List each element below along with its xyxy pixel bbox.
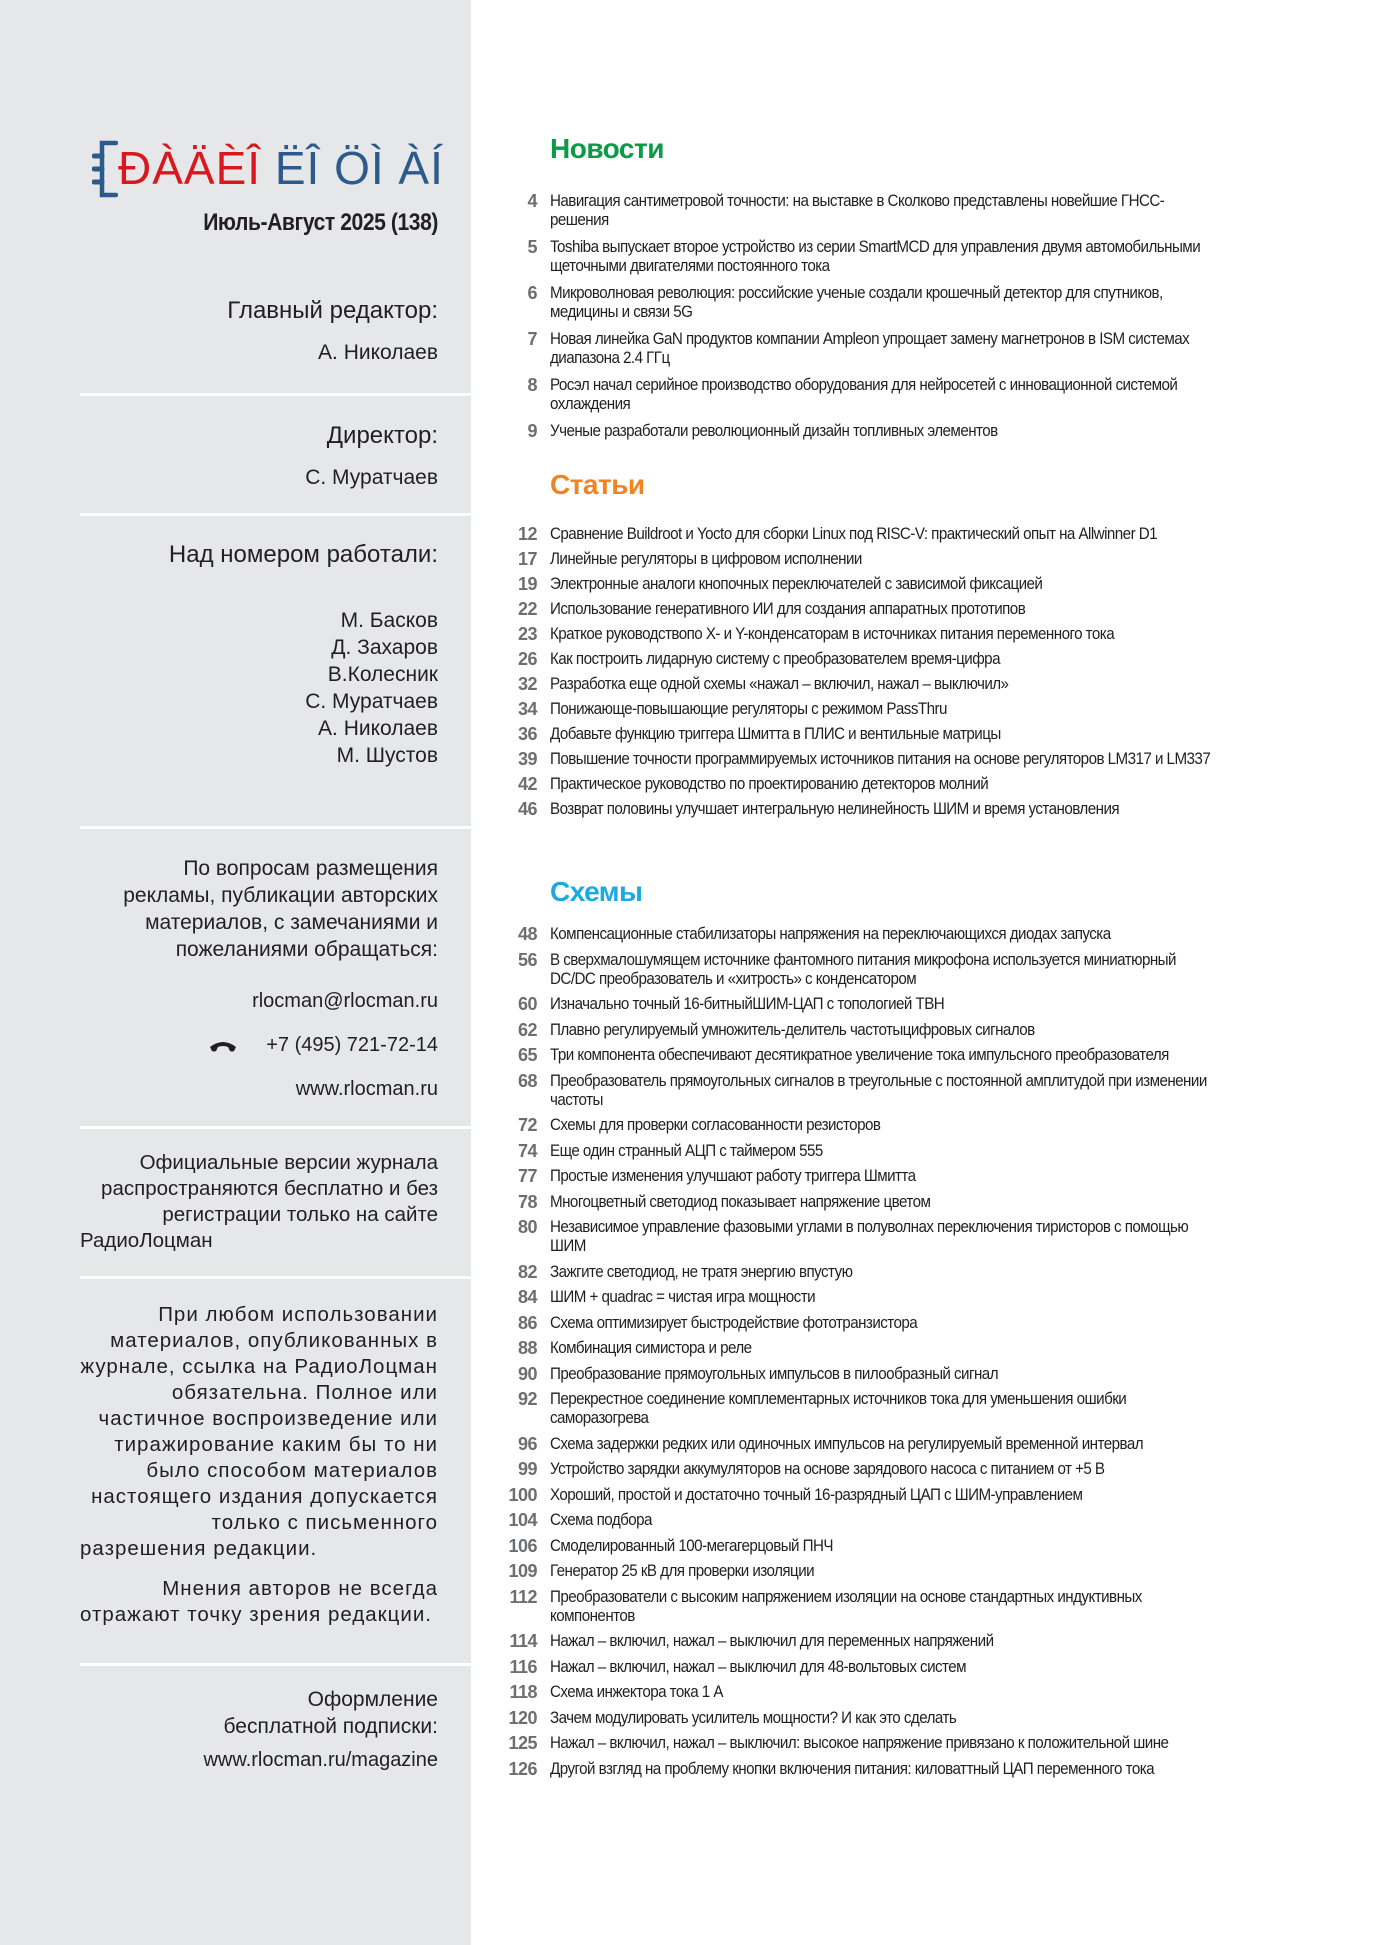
news-list xyxy=(495,192,1275,449)
section-title-articles: Статьи xyxy=(550,469,645,500)
toc-entry-title: Простые изменения улучшают работу триггера Шмитта xyxy=(550,1167,916,1185)
toc-entry[interactable] xyxy=(495,650,1275,669)
toc-entry-title: Плавно регулируемый умножитель-делитель частотыцифровых сигналов xyxy=(550,1020,1035,1039)
toc-page-number: 39 xyxy=(517,749,537,769)
divider xyxy=(80,393,471,396)
toc-entry-title: Хороший, простой и достаточно точный 16-разрядный ЦАП с ШИМ-управлением xyxy=(550,1485,1083,1504)
toc-entry-title: Устройство зарядки аккумуляторов на основе зарядового насоса с питанием от +5 В xyxy=(550,1460,1105,1478)
toc-page-number: 46 xyxy=(517,799,537,819)
toc-entry[interactable] xyxy=(495,1562,1275,1581)
toc-entry-title: Преобразователь прямоугольных сигналов в треугольные с постоянной амплитудой при изменении частоты xyxy=(550,1071,1207,1109)
contacts-intro-line: рекламы, публикации авторских xyxy=(123,884,438,907)
toc-entry-title: Практическое руководство по проектированию детекторов молний xyxy=(550,775,989,793)
toc-page-number: 120 xyxy=(508,1707,537,1728)
staff-name: С. Муратчаев xyxy=(305,690,438,713)
logo-bracket-icon xyxy=(92,140,118,198)
contact-phone[interactable] xyxy=(80,1031,438,1059)
toc-entry[interactable] xyxy=(495,1683,1275,1702)
opinion-note: Мнения авторов не всегда отражают точку зрения редакции. xyxy=(80,1577,438,1626)
official-version-note: Официальные версии журнала распространяются бесплатно и без регистрации только на сайте РадиоЛоцман xyxy=(80,1151,438,1252)
divider xyxy=(80,1276,471,1279)
toc-page-number: 106 xyxy=(508,1535,537,1556)
toc-entry-title: Ученые разработали революционный дизайн топливных элементов xyxy=(550,422,998,440)
toc-page-number: 114 xyxy=(509,1631,537,1651)
toc-page-number: 22 xyxy=(517,599,537,619)
toc-page-number: 104 xyxy=(508,1510,537,1530)
toc-page-number: 82 xyxy=(517,1261,537,1282)
toc-entry[interactable] xyxy=(495,1511,1275,1530)
toc-entry[interactable] xyxy=(495,284,1275,322)
toc-entry-title: Преобразование прямоугольных импульсов в пилообразный сигнал xyxy=(550,1364,998,1383)
toc-entry-title: В сверхмалошумящем источнике фантомного питания микрофона используется миниатюрный DC/DC преобразователь и «хитрость» с конденсатором xyxy=(550,950,1176,988)
toc-entry-title: Разработка еще одной схемы «нажал – включил, нажал – выключил» xyxy=(550,675,1009,693)
toc-page-number: 68 xyxy=(517,1070,537,1091)
toc-page-number: 42 xyxy=(517,774,537,794)
toc-entry[interactable] xyxy=(495,951,1275,989)
toc-entry-title: Схема подбора xyxy=(550,1511,652,1529)
toc-page-number: 60 xyxy=(517,994,537,1014)
toc-page-number: 8 xyxy=(527,375,537,395)
toc-entry[interactable] xyxy=(495,1046,1275,1065)
toc-page-number: 23 xyxy=(517,624,537,644)
toc-entry-title: Понижающе-повышающие регуляторы с режимом PassThru xyxy=(550,700,947,718)
magazine-logo xyxy=(92,138,442,198)
toc-entry-title: Нажал – включил, нажал – выключил для 48-вольтовых систем xyxy=(550,1657,967,1676)
toc-entry-title: Схемы для проверки согласованности резисторов xyxy=(550,1116,881,1134)
toc-page-number: 86 xyxy=(517,1312,537,1333)
toc-entry[interactable] xyxy=(495,422,1275,441)
toc-entry[interactable] xyxy=(495,238,1275,276)
toc-page-number: 74 xyxy=(517,1140,537,1161)
subscription-link[interactable]: www.rlocman.ru/magazine xyxy=(203,1749,438,1771)
divider xyxy=(80,1126,471,1129)
toc-entry[interactable] xyxy=(495,600,1275,619)
toc-entry-title: Другой взгляд на проблему кнопки включения питания: киловаттный ЦАП переменного тока xyxy=(550,1759,1155,1778)
toc-entry-title: Toshiba выпускает второе устройство из серии SmartMCD для управления двумя автомобильными щеточными двигателями постоянного тока xyxy=(550,238,1201,275)
toc-entry[interactable] xyxy=(495,775,1275,794)
director-role: Директор: xyxy=(326,422,438,449)
toc-entry-title: Как построить лидарную систему с преобразователем время-цифра xyxy=(550,650,1000,668)
toc-entry[interactable] xyxy=(495,925,1275,944)
toc-entry[interactable] xyxy=(495,575,1275,594)
toc-page-number: 92 xyxy=(517,1389,537,1409)
toc-entry-title: Перекрестное соединение комплементарных источников тока для уменьшения ошибки саморазогрева xyxy=(550,1390,1127,1427)
toc-page-number: 56 xyxy=(517,949,537,970)
toc-entry[interactable] xyxy=(495,1658,1275,1677)
toc-entry[interactable] xyxy=(495,995,1275,1014)
logo-text-red: ÐÀÄÈÎ xyxy=(118,142,262,194)
toc-page-number: 26 xyxy=(517,649,537,669)
toc-entry[interactable] xyxy=(495,675,1275,694)
toc-entry[interactable] xyxy=(495,750,1275,769)
toc-page-number: 7 xyxy=(527,329,537,349)
toc-entry-title: Нажал – включил, нажал – выключил: высокое напряжение привязано к положительной шине xyxy=(550,1734,1169,1752)
toc-entry[interactable] xyxy=(495,1435,1275,1454)
toc-page-number: 88 xyxy=(517,1338,537,1358)
toc-entry-title: Навигация сантиметровой точности: на выставке в Сколково представлены новейшие ГНСС-решения xyxy=(550,192,1165,229)
toc-entry[interactable] xyxy=(495,800,1275,819)
toc-page-number: 84 xyxy=(517,1287,537,1307)
toc-entry[interactable] xyxy=(495,1760,1275,1779)
toc-entry[interactable] xyxy=(495,192,1275,230)
toc-entry-title: ШИМ + quadrac = чистая игра мощности xyxy=(550,1288,816,1306)
toc-page-number: 12 xyxy=(517,524,537,544)
masthead-sidebar xyxy=(0,0,471,1945)
toc-entry-title: Схема инжектора тока 1 А xyxy=(550,1683,723,1701)
toc-entry[interactable] xyxy=(495,1218,1275,1256)
toc-entry[interactable] xyxy=(495,1632,1275,1651)
toc-page-number: 9 xyxy=(527,421,537,441)
divider xyxy=(80,1663,471,1666)
staff-name: М. Шустов xyxy=(336,744,438,767)
toc-page-number: 72 xyxy=(517,1115,537,1135)
toc-entry[interactable] xyxy=(495,1288,1275,1307)
toc-page-number: 96 xyxy=(517,1433,537,1454)
toc-entry-title: Смоделированный 100-мегагерцовый ПНЧ xyxy=(550,1536,834,1555)
toc-page-number: 4 xyxy=(527,191,537,211)
editor-role: Главный редактор: xyxy=(227,297,438,324)
toc-page-number: 34 xyxy=(517,699,537,719)
phone-number: +7 (495) 721-72-14 xyxy=(266,1034,438,1056)
logo-text xyxy=(118,138,444,198)
toc-entry[interactable] xyxy=(495,1365,1275,1384)
copyright-note: При любом использовании материалов, опубликованных в журнале, ссылка на РадиоЛоцман обязательна. Полное или частичное воспроизведение или тиражирование каким бы то ни было способом материалов настоящего издания допускается только с письменного разрешения редакции. xyxy=(80,1303,438,1560)
contact-email[interactable]: rlocman@rlocman.ru xyxy=(252,990,438,1012)
toc-entry-title: Изначально точный 16-битныйШИМ-ЦАП с топологией ТВН xyxy=(550,995,945,1013)
toc-page-number: 116 xyxy=(509,1656,537,1677)
toc-entry-title: Сравнение Buildroot и Yocto для сборки Linux под RISC-V: практический опыт на Allwinner D1 xyxy=(550,525,1158,543)
contacts-intro-line: материалов, с замечаниями и xyxy=(145,911,438,934)
toc-page-number: 65 xyxy=(517,1045,537,1065)
toc-entry-title: Новая линейка GaN продуктов компании Ampleon упрощает замену магнетронов в ISM системах диапазона 2.4 ГГц xyxy=(550,330,1190,367)
toc-entry[interactable] xyxy=(495,1263,1275,1282)
toc-entry-title: Схема задержки редких или одиночных импульсов на регулируемый временной интервал xyxy=(550,1434,1144,1453)
toc-entry[interactable] xyxy=(495,1709,1275,1728)
toc-page-number: 100 xyxy=(508,1484,537,1505)
toc-entry[interactable] xyxy=(495,376,1275,414)
toc-page-number: 48 xyxy=(517,924,537,944)
toc-page-number: 80 xyxy=(517,1217,537,1237)
divider xyxy=(80,826,471,829)
toc-entry[interactable] xyxy=(495,1734,1275,1753)
toc-entry[interactable] xyxy=(495,1021,1275,1040)
toc-page-number: 126 xyxy=(508,1758,537,1779)
divider xyxy=(80,513,471,516)
subscription-line: бесплатной подписки: xyxy=(223,1715,438,1738)
toc-entry[interactable] xyxy=(495,1588,1275,1626)
contact-website[interactable]: www.rlocman.ru xyxy=(295,1078,438,1100)
toc-entry-title: Возврат половины улучшает интегральную нелинейность ШИМ и время установления xyxy=(550,800,1120,818)
toc-entry[interactable] xyxy=(495,1072,1275,1110)
toc-page-number: 109 xyxy=(508,1561,537,1581)
toc-entry-title: Повышение точности программируемых источников питания на основе регуляторов LM317 и LM337 xyxy=(550,750,1211,768)
staff-role: Над номером работали: xyxy=(168,541,438,568)
toc-entry-title: Линейные регуляторы в цифровом исполнении xyxy=(550,550,862,568)
toc-page-number: 112 xyxy=(509,1586,537,1607)
contacts-intro-line: пожеланиями обращаться: xyxy=(175,938,438,961)
toc-entry[interactable] xyxy=(495,1142,1275,1161)
subscription-label xyxy=(80,1686,438,1740)
toc-entry[interactable] xyxy=(495,550,1275,569)
staff-list xyxy=(80,607,438,769)
toc-entry[interactable] xyxy=(495,1537,1275,1556)
toc-entry[interactable] xyxy=(495,1116,1275,1135)
section-title-news: Новости xyxy=(550,133,664,164)
toc-entry[interactable] xyxy=(495,1314,1275,1333)
toc-entry[interactable] xyxy=(495,725,1275,744)
toc-entry-title: Использование генеративного ИИ для создания аппаратных прототипов xyxy=(550,600,1026,618)
toc-entry[interactable] xyxy=(495,1390,1275,1428)
editor-name: А. Николаев xyxy=(318,341,438,364)
toc-page-number: 77 xyxy=(517,1166,537,1186)
issue-date: Июль-Август 2025 (138) xyxy=(203,209,438,236)
toc-entry-title: Росэл начал серийное производство оборудования для нейросетей с инновационной системой охлаждения xyxy=(550,376,1178,413)
toc-entry-title: Краткое руководствопо X- и Y-конденсаторам в источниках питания переменного тока xyxy=(550,625,1115,643)
director-name: С. Муратчаев xyxy=(305,466,438,489)
toc-entry-title: Компенсационные стабилизаторы напряжения на переключающихся диодах запуска xyxy=(550,925,1111,943)
contacts-intro-line: По вопросам размещения xyxy=(183,857,438,880)
toc-entry-title: Схема оптимизирует быстродействие фототранзистора xyxy=(550,1313,918,1332)
toc-entry-title: Независимое управление фазовыми углами в полуволнах переключения тиристоров с помощью ШИМ xyxy=(550,1218,1189,1255)
toc-entry[interactable] xyxy=(495,330,1275,368)
toc-entry[interactable] xyxy=(495,525,1275,544)
toc-entry-title: Зачем модулировать усилитель мощности? И как это сделать xyxy=(550,1708,957,1727)
toc-entry[interactable] xyxy=(495,625,1275,644)
toc-entry-title: Микроволновая революция: российские ученые создали крошечный детектор для спутников, медицины и связи 5G xyxy=(550,284,1163,321)
toc-entry[interactable] xyxy=(495,1339,1275,1358)
staff-name: А. Николаев xyxy=(318,717,438,740)
staff-name: Д. Захаров xyxy=(331,636,438,659)
toc-entry-title: Зажгите светодиод, не тратя энергию впустую xyxy=(550,1262,853,1281)
toc-entry-title: Преобразователи с высоким напряжением изоляции на основе стандартных индуктивных компонентов xyxy=(550,1587,1142,1625)
toc-entry-title: Электронные аналоги кнопочных переключателей с зависимой фиксацией xyxy=(550,575,1043,593)
staff-name: М. Басков xyxy=(340,609,438,632)
toc-entry[interactable] xyxy=(495,1193,1275,1212)
phone-icon xyxy=(208,1039,238,1053)
toc-page-number: 118 xyxy=(509,1682,537,1702)
subscription-line: Оформление xyxy=(307,1688,438,1711)
toc-entry-title: Три компонента обеспечивают десятикратное увеличение тока импульсного преобразователя xyxy=(550,1046,1169,1064)
toc-entry-title: Комбинация симистора и реле xyxy=(550,1339,752,1357)
articles-list xyxy=(495,525,1275,825)
toc-entry-title: Нажал – включил, нажал – выключил для переменных напряжений xyxy=(550,1632,994,1650)
toc-page-number: 19 xyxy=(517,574,537,594)
toc-page-number: 90 xyxy=(517,1363,537,1384)
toc-entry[interactable] xyxy=(495,1167,1275,1186)
toc-entry[interactable] xyxy=(495,1460,1275,1479)
toc-page-number: 36 xyxy=(517,724,537,744)
contacts-intro xyxy=(80,855,438,963)
toc-page-number: 125 xyxy=(508,1733,537,1753)
toc-page-number: 5 xyxy=(527,237,537,257)
toc-page-number: 17 xyxy=(517,549,537,569)
toc-entry[interactable] xyxy=(495,1486,1275,1505)
schemes-list xyxy=(495,925,1275,1785)
toc-entry-title: Генератор 25 кВ для проверки изоляции xyxy=(550,1562,815,1580)
staff-name: В.Колесник xyxy=(327,663,438,686)
toc-page-number: 6 xyxy=(527,283,537,303)
toc-entry-title: Добавьте функцию триггера Шмитта в ПЛИС и вентильные матрицы xyxy=(550,725,1001,743)
toc-entry-title: Многоцветный светодиод показывает напряжение цветом xyxy=(550,1192,931,1211)
section-title-schemes: Схемы xyxy=(550,876,643,907)
logo-text-blue: ËÎ ÖÌ ÀÍ xyxy=(261,142,444,194)
toc-entry-title: Еще один странный АЦП с таймером 555 xyxy=(550,1141,823,1160)
toc-page-number: 32 xyxy=(517,674,537,694)
toc-entry[interactable] xyxy=(495,700,1275,719)
toc-page-number: 78 xyxy=(517,1191,537,1212)
toc-page-number: 99 xyxy=(517,1459,537,1479)
toc-page-number: 62 xyxy=(517,1019,537,1040)
